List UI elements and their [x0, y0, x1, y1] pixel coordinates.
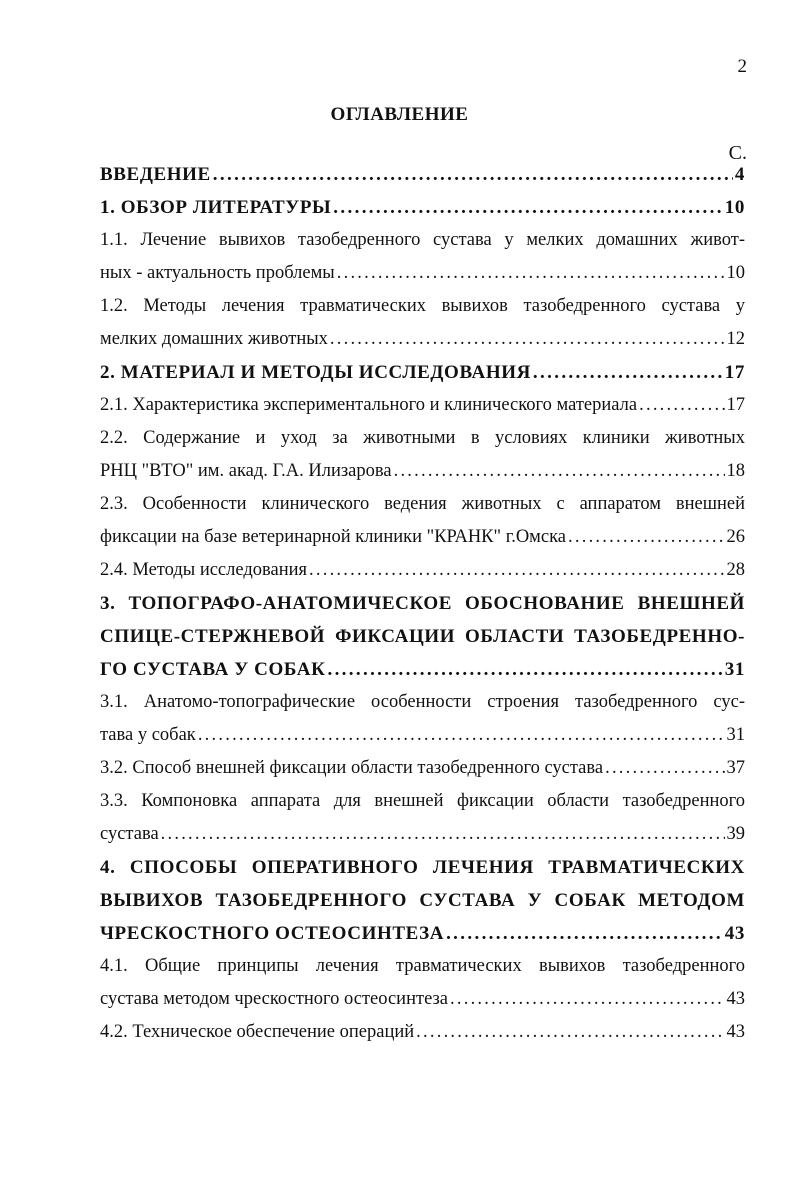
toc-entry[interactable] [100, 686, 745, 752]
toc-entry-title: ГО СУСТАВА У СОБАК [100, 659, 326, 680]
toc-entry-last-line [100, 1016, 745, 1049]
toc-entry-last-line [100, 554, 745, 587]
toc-entry-title: РНЦ "ВТО" им. акад. Г.А. Илизарова [100, 461, 392, 481]
toc-entry-page: 31 [724, 659, 745, 680]
dot-leader [450, 983, 724, 1016]
toc-entry-line: 3.3. Компоновка аппарата для внешней фиксации области тазобедренного [100, 791, 745, 811]
toc-entry-title: сустава [100, 824, 159, 844]
toc-entry-page: 39 [726, 824, 745, 844]
toc-entry[interactable] [100, 290, 745, 356]
dot-leader [533, 356, 723, 389]
page-title: ОГЛАВЛЕНИЕ [330, 104, 469, 125]
toc-entry[interactable] [100, 851, 745, 950]
toc-entry-last-line [100, 653, 745, 686]
toc-entry-line: 3. ТОПОГРАФО-АНАТОМИЧЕСКОЕ ОБОСНОВАНИЕ ВНЕШНЕЙ [100, 593, 745, 614]
toc-entry[interactable] [100, 356, 745, 389]
toc-entry-line: 4. СПОСОБЫ ОПЕРАТИВНОГО ЛЕЧЕНИЯ ТРАВМАТИЧЕСКИХ [100, 857, 745, 878]
toc-entry-page: 18 [726, 461, 745, 481]
toc-entry-page: 17 [726, 395, 745, 415]
toc-entry[interactable] [100, 752, 745, 785]
toc-entry-line: 4.1. Общие принципы лечения травматических вывихов тазобедренного [100, 956, 745, 976]
toc-entry-title: тава у собак [100, 725, 196, 745]
table-of-contents [100, 158, 745, 1049]
toc-entry-last-line [100, 257, 745, 290]
toc-entry-last-line [100, 719, 745, 752]
toc-entry-last-line [100, 521, 745, 554]
toc-entry-last-line [100, 818, 745, 851]
dot-leader [639, 389, 724, 422]
toc-entry-title: 2. МАТЕРИАЛ И МЕТОДЫ ИССЛЕДОВАНИЯ [100, 362, 531, 383]
toc-entry-page: 43 [726, 1022, 745, 1042]
toc-entry[interactable] [100, 1016, 745, 1049]
toc-entry-page: 37 [726, 758, 745, 778]
toc-entry-title: 2.4. Методы исследования [100, 560, 308, 580]
toc-entry[interactable] [100, 587, 745, 686]
page-column-label: С. [728, 142, 747, 164]
toc-entry-last-line [100, 917, 745, 950]
dot-leader [198, 719, 725, 752]
toc-entry[interactable] [100, 488, 745, 554]
toc-entry-page: 43 [726, 989, 745, 1009]
toc-entry-line: СПИЦЕ-СТЕРЖНЕВОЙ ФИКСАЦИИ ОБЛАСТИ ТАЗОБЕДРЕННО- [100, 626, 745, 647]
toc-entry[interactable] [100, 191, 745, 224]
toc-entry-line: ВЫВИХОВ ТАЗОБЕДРЕННОГО СУСТАВА У СОБАК МЕТОДОМ [100, 890, 745, 911]
toc-entry-title: ных - актуальность проблемы [100, 263, 335, 283]
toc-entry-last-line [100, 983, 745, 1016]
toc-entry-line: 1.2. Методы лечения травматических вывихов тазобедренного сустава у [100, 296, 745, 316]
dot-leader [330, 323, 725, 356]
dot-leader [161, 818, 725, 851]
toc-entry[interactable] [100, 224, 745, 290]
toc-entry-line: 3.1. Анатомо-топографические особенности строения тазобедренного сус- [100, 692, 745, 712]
toc-entry[interactable] [100, 950, 745, 1016]
toc-entry-page: 4 [734, 164, 745, 185]
page-number: 2 [737, 56, 747, 77]
toc-entry-page: 31 [726, 725, 745, 745]
toc-entry[interactable] [100, 422, 745, 488]
toc-entry-page: 10 [724, 197, 745, 218]
toc-entry[interactable] [100, 785, 745, 851]
toc-entry-title: ВВЕДЕНИЕ [100, 164, 211, 185]
toc-entry-page: 43 [724, 923, 745, 944]
toc-entry-line: 2.3. Особенности клинического ведения животных с аппаратом внешней [100, 494, 745, 514]
toc-entry-last-line [100, 356, 745, 389]
dot-leader [605, 752, 724, 785]
toc-entry-title: сустава методом чрескостного остеосинтеза [100, 989, 449, 1009]
toc-entry[interactable] [100, 158, 745, 191]
toc-entry[interactable] [100, 554, 745, 587]
toc-entry-last-line [100, 158, 745, 191]
toc-entry-page: 17 [724, 362, 745, 383]
toc-entry-page: 12 [726, 329, 745, 349]
dot-leader [327, 653, 722, 686]
toc-entry-line: 1.1. Лечение вывихов тазобедренного сустава у мелких домашних живот- [100, 230, 745, 250]
dot-leader [416, 1016, 724, 1049]
toc-entry-line: 2.2. Содержание и уход за животными в условиях клиники животных [100, 428, 745, 448]
dot-leader [337, 257, 725, 290]
dot-leader [333, 191, 723, 224]
toc-entry-title: фиксации на базе ветеринарной клиники "КРАНК" г.Омска [100, 527, 567, 547]
toc-entry-title: 2.1. Характеристика экспериментального и клинического материала [100, 395, 638, 415]
toc-entry-title: 3.2. Способ внешней фиксации области тазобедренного сустава [100, 758, 604, 778]
toc-entry-title: мелких домашних животных [100, 329, 328, 349]
toc-entry-last-line [100, 191, 745, 224]
toc-entry-last-line [100, 323, 745, 356]
toc-entry-title: 1. ОБЗОР ЛИТЕРАТУРЫ [100, 197, 332, 218]
dot-leader [309, 554, 724, 587]
toc-entry-title: 4.2. Техническое обеспечение операций [100, 1022, 415, 1042]
toc-entry-last-line [100, 752, 745, 785]
toc-entry-page: 28 [726, 560, 745, 580]
dot-leader [394, 455, 725, 488]
toc-entry-page: 26 [726, 527, 745, 547]
toc-entry-page: 10 [726, 263, 745, 283]
dot-leader [213, 158, 733, 191]
toc-entry-last-line [100, 389, 745, 422]
toc-entry-last-line [100, 455, 745, 488]
toc-entry-title: ЧРЕСКОСТНОГО ОСТЕОСИНТЕЗА [100, 923, 445, 944]
dot-leader [568, 521, 724, 554]
toc-entry[interactable] [100, 389, 745, 422]
dot-leader [446, 917, 723, 950]
